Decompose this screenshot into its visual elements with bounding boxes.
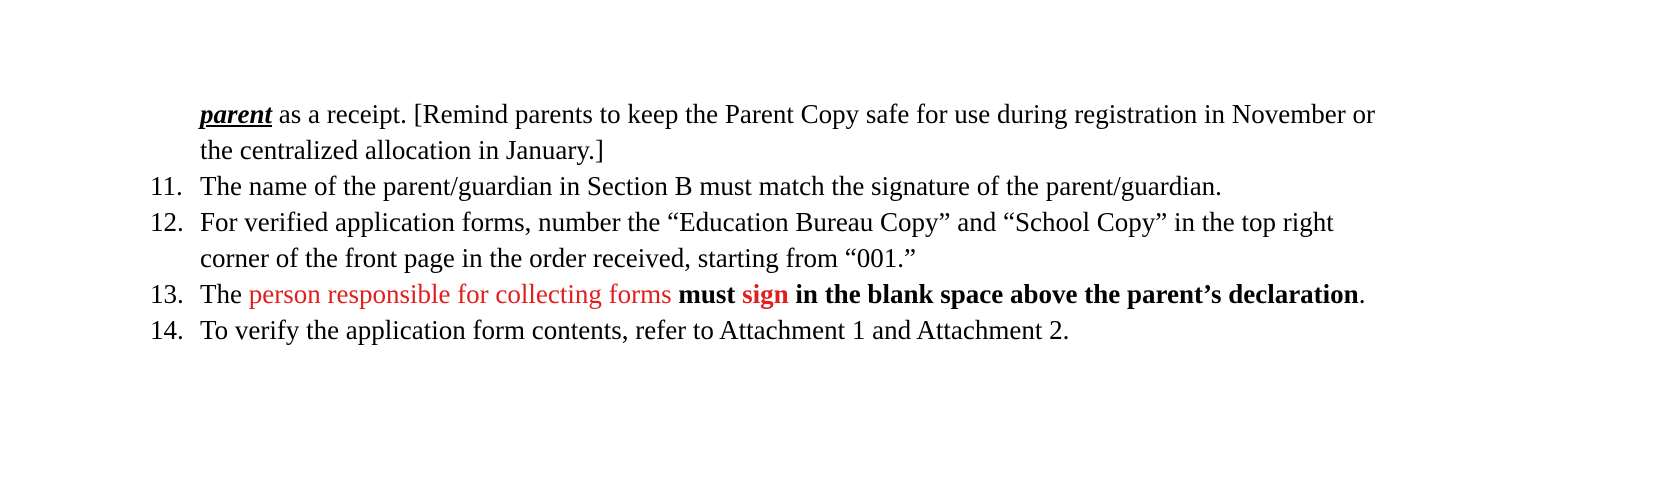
highlight-responsible-person: person responsible for collecting forms (248, 279, 672, 309)
item-text-line: For verified application forms, number the “Education Bureau Copy” and “School Copy” in the top right (200, 207, 1334, 237)
item-number: 14. (150, 315, 184, 345)
item-text-line: To verify the application form contents, refer to Attachment 1 and Attachment 2. (200, 315, 1070, 345)
item-text-line: corner of the front page in the order received, starting from “001.” (200, 243, 916, 273)
list-item-11 (150, 168, 1550, 204)
list-item-continuation (150, 96, 1550, 168)
item-text-line (200, 276, 1550, 312)
continuation-line-2: the centralized allocation in January.] (200, 135, 604, 165)
list-item-12 (150, 204, 1550, 276)
bold-declaration: in the blank space above the parent’s declaration (788, 279, 1359, 309)
list-item-14 (150, 312, 1550, 348)
item-number: 13. (150, 279, 184, 309)
text-segment: . (1358, 279, 1366, 309)
item-number: 12. (150, 207, 184, 237)
instruction-list (150, 96, 1550, 348)
continuation-text: as a receipt. [Remind parents to keep the Parent Copy safe for use during registration in November or (272, 99, 1375, 129)
list-item-13 (150, 276, 1550, 312)
text-segment: The (200, 279, 249, 309)
item-text-line: The name of the parent/guardian in Section B must match the signature of the parent/guardian. (200, 171, 1222, 201)
bold-must: must (671, 279, 743, 309)
item-number: 11. (150, 171, 183, 201)
emphasis-parent: parent (200, 99, 273, 129)
highlight-sign: sign (742, 279, 789, 309)
continuation-line-1 (200, 96, 1550, 132)
